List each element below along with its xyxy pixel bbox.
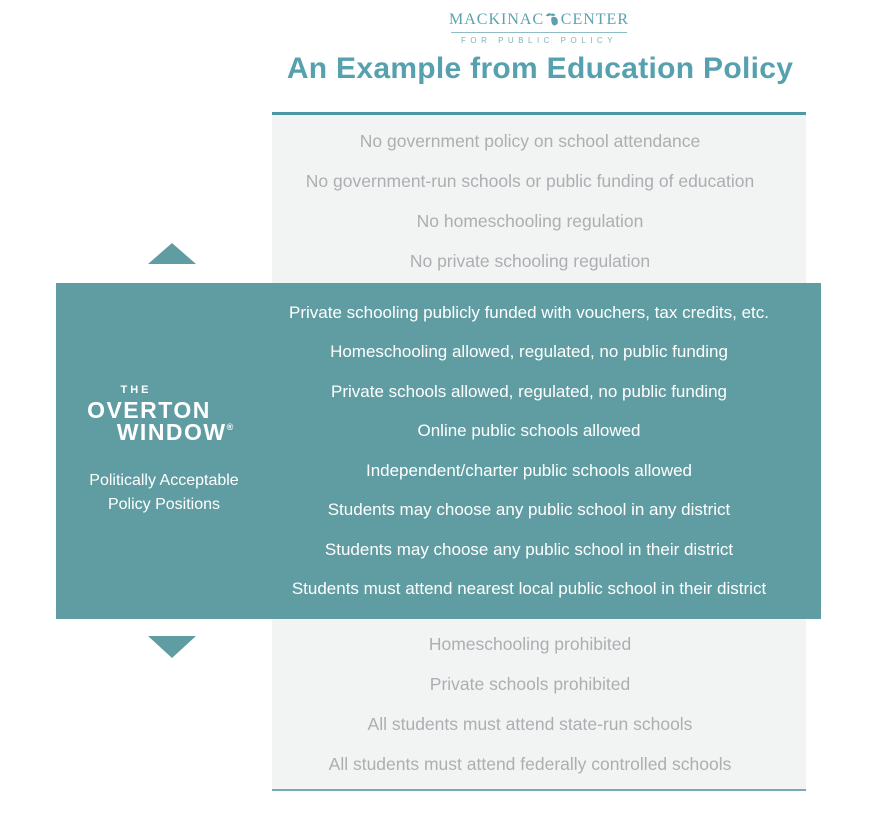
policy-item-inside: Homeschooling allowed, regulated, no public funding	[330, 342, 728, 362]
window-caption-line1: Politically Acceptable	[89, 472, 239, 489]
brand-name-right: CENTER	[560, 11, 629, 28]
policy-item-below: Homeschooling prohibited	[428, 633, 632, 654]
overton-window-band	[56, 283, 821, 619]
brand-tagline: FOR PUBLIC POLICY	[460, 36, 618, 45]
policy-item-inside: Private schooling publicly funded with vouchers, tax credits, etc.	[288, 302, 770, 322]
policies-inside-window	[237, 293, 821, 609]
up-arrow-icon	[148, 243, 196, 264]
policy-item-above: No government-run schools or public funding of education	[305, 170, 755, 191]
wordmark-overton: OVERTON	[87, 397, 211, 423]
policy-item-inside: Students may choose any public school in any district	[327, 500, 731, 520]
brand-name	[449, 8, 629, 32]
brand-divider	[451, 32, 627, 33]
registered-trademark-symbol: ®	[226, 422, 234, 432]
policy-item-above: No government policy on school attendance	[359, 130, 701, 151]
policy-item-below: All students must attend federally controlled schools	[328, 753, 732, 774]
policy-item-inside: Students may choose any public school in their district	[324, 539, 734, 559]
wordmark-window-text: WINDOW	[116, 419, 227, 445]
policy-item-inside: Private schools allowed, regulated, no public funding	[331, 381, 727, 401]
policy-item-inside: Students must attend nearest local public school in their district	[291, 579, 767, 599]
wordmark-the: THE	[120, 384, 152, 396]
brand-name-left: MACKINAC	[449, 11, 545, 28]
policy-item-above: No private schooling regulation	[409, 250, 651, 271]
window-caption-line2: Policy Positions	[107, 496, 221, 513]
mackinac-center-logo	[449, 8, 629, 45]
policy-item-inside: Online public schools allowed	[417, 421, 641, 441]
page-title: An Example from Education Policy	[286, 52, 794, 85]
policy-item-inside: Independent/charter public schools allowed	[365, 460, 693, 480]
down-arrow-icon	[148, 636, 196, 658]
policy-item-below: All students must attend state-run schools	[367, 713, 693, 734]
policy-item-above: No homeschooling regulation	[416, 210, 644, 231]
policy-item-below: Private schools prohibited	[429, 673, 631, 694]
michigan-state-icon	[545, 7, 560, 29]
policies-below-window	[272, 624, 788, 784]
policies-above-window	[272, 121, 788, 281]
